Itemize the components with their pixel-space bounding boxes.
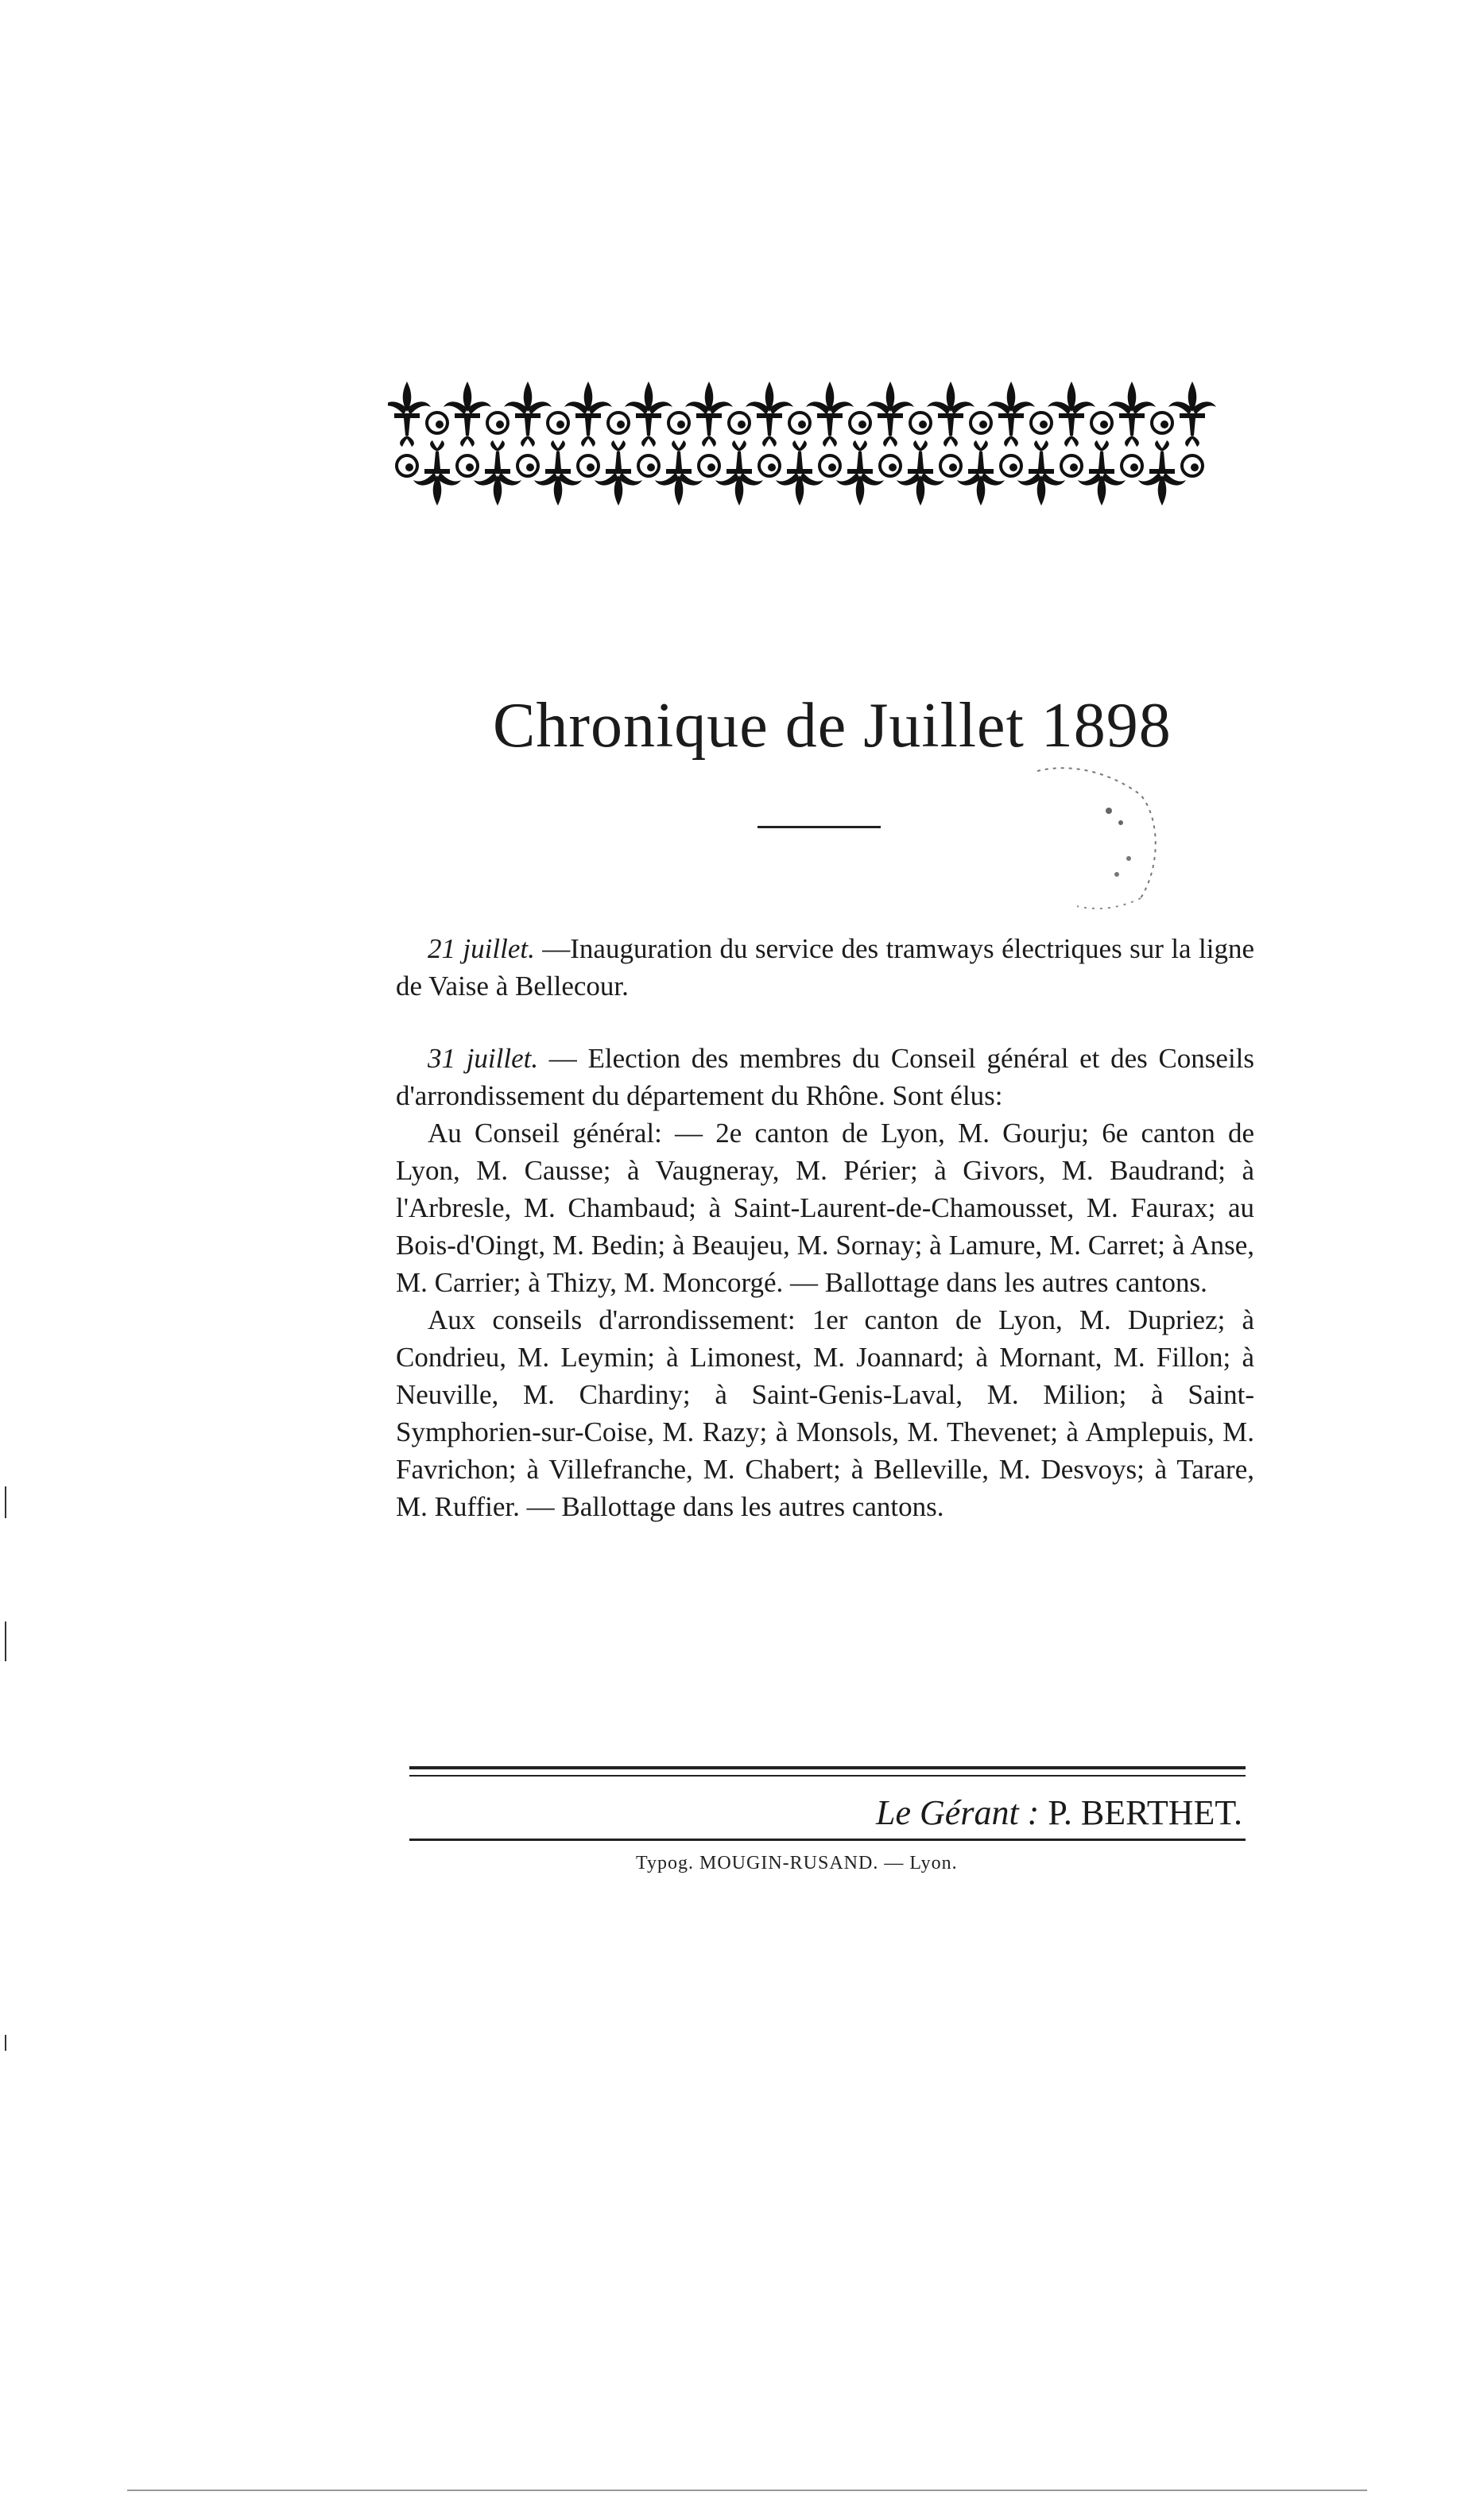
entry-election: [396, 1040, 1254, 1114]
signature-bottom-rule: [409, 1839, 1246, 1841]
signature-name: P. BERTHET.: [1048, 1793, 1242, 1832]
signature-top-rule: [409, 1766, 1246, 1769]
printer-imprint: Typog. MOUGIN-RUSAND. — Lyon.: [636, 1853, 958, 1873]
entry-text: —Inauguration du service des tramways électriques sur la ligne de Vaise à Bellecour.: [396, 933, 1255, 1002]
paragraph-conseils-arrondissement: Aux conseils d'arrondissement: 1er canton de Lyon, M. Dupriez; à Condrieu, M. Leymin; à Limonest, M. Joannard; à Mornant, M. Fillon; à Neuville, M. Chardiny; à Saint-Genis-Laval, M. Milion; à Saint-Symphorien-sur-Coise, M. Razy; à Monsols, M. Thevenet; à Amplepuis, M. Favrichon; à Villefranche, M. Chabert; à Belleville, M. Desvoys; à Tarare, M. Ruffier. — Ballottage dans les autres cantons.: [396, 1304, 1254, 1522]
signature-line: [876, 1792, 1242, 1833]
page-title: Chronique de Juillet 1898: [493, 691, 1172, 761]
signature-top-rule-thin: [409, 1775, 1246, 1777]
scan-edge-mark: [5, 1622, 6, 1661]
article-body: [396, 930, 1254, 1525]
paragraph-conseil-general: Au Conseil général: — 2e canton de Lyon, M. Gourju; 6e canton de Lyon, M. Causse; à Vaugneray, M. Périer; à Givors, M. Baudrand; à l'Arbresle, M. Chambaud; à Saint-Laurent-de-Chamousset, M. Faurax; au Bois-d'Oingt, M. Bedin; à Beaujeu, M. Sornay; à Lamure, M. Carret; à Anse, M. Carrier; à Thizy, M. Moncorgé. — Ballottage dans les autres cantons.: [396, 1118, 1254, 1298]
scan-edge-mark: [127, 2490, 1367, 2491]
scan-edge-mark: [5, 2035, 6, 2051]
library-stamp: [1021, 715, 1164, 914]
title-underline: [757, 826, 881, 828]
signature-label: Le Gérant :: [876, 1793, 1040, 1832]
ornamental-header-band: [388, 374, 1234, 513]
entry-date: 31 juillet.: [428, 1043, 539, 1074]
scan-edge-mark: [5, 1486, 6, 1518]
entry-date: 21 juillet.: [428, 933, 535, 964]
entry-tramways: [396, 930, 1254, 1005]
entry-text: — Election des membres du Conseil général et des Conseils d'arrondissement du département du Rhône. Sont élus:: [396, 1043, 1255, 1111]
